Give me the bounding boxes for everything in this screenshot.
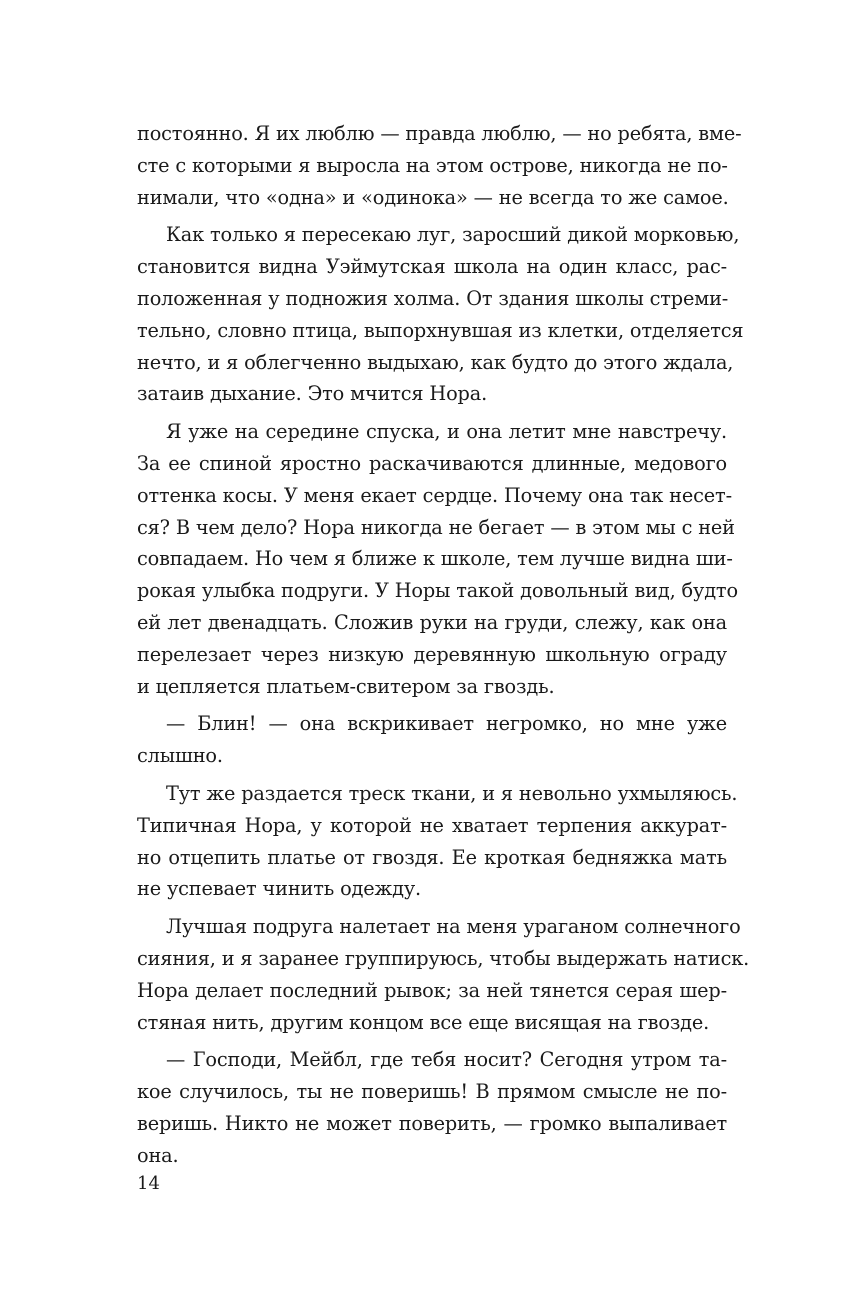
text-line: Нора делает последний рывок; за ней тянется серая шер- [137, 978, 727, 1002]
text-line: — Господи, Мейбл, где тебя носит? Сегодня утром та- [166, 1048, 727, 1072]
text-line: веришь. Никто не может поверить, — громко выпаливает [137, 1111, 727, 1135]
text-line: тельно, словно птица, выпорхнувшая из клетки, отделяется [137, 318, 744, 342]
text-line: ся? В чем дело? Нора никогда не бегает — в этом мы с ней [137, 515, 735, 539]
text-line: Тут же раздается треск ткани, и я невольно ухмыляюсь. [166, 781, 738, 805]
text-line: За ее спиной яростно раскачиваются длинные, медового [137, 451, 727, 475]
text-line: стяная нить, другим концом все еще висящая на гвозде. [137, 1010, 710, 1034]
text-line: Типичная Нора, у которой не хватает терпения аккурат- [137, 813, 727, 837]
text-line: становится видна Уэймутская школа на один класс, рас- [137, 255, 727, 279]
text-line: не успевает чинить одежду. [137, 877, 422, 901]
text-line: она. [137, 1143, 179, 1167]
text-line: Как только я пересекаю луг, заросший дикой морковью, [166, 223, 740, 247]
text-line: затаив дыхание. Это мчится Нора. [137, 382, 488, 406]
text-line: перелезает через низкую деревянную школьную ограду [137, 642, 727, 666]
body-text [137, 118, 750, 1172]
text-line: рокая улыбка подруги. У Норы такой довольный вид, будто [137, 579, 738, 603]
text-line: и цепляется платьем-свитером за гвоздь. [137, 674, 555, 698]
text-line: оттенка косы. У меня екает сердце. Почему она так несет- [137, 483, 732, 507]
text-line: Я уже на середине спуска, и она летит мне навстречу. [166, 420, 727, 444]
text-line: нечто, и я облегченно выдыхаю, как будто до этого ждала, [137, 350, 734, 374]
text-line: — Блин! — она вскрикивает негромко, но мне уже [166, 712, 727, 736]
text-line: сияния, и я заранее группируюсь, чтобы выдержать натиск. [137, 946, 750, 970]
text-line: слышно. [137, 744, 223, 768]
text-line: нимали, что «одна» и «одинока» — не всегда то же самое. [137, 185, 729, 209]
text-line: совпадаем. Но чем я ближе к школе, тем лучше видна ши- [137, 547, 733, 571]
text-line: положенная у подножия холма. От здания школы стреми- [137, 286, 729, 310]
text-line: ей лет двенадцать. Сложив руки на груди, слежу, как она [137, 610, 727, 634]
text-line: постоянно. Я их люблю — правда люблю, — но ребята, вме- [137, 122, 742, 145]
text-line: кое случилось, ты не поверишь! В прямом смысле не по- [137, 1080, 727, 1104]
text-line: сте с которыми я выросла на этом острове, никогда не по- [137, 153, 728, 177]
text-line: но отцепить платье от гвоздя. Ее кроткая бедняжка мать [137, 845, 727, 869]
page-number: 14 [137, 1173, 160, 1194]
text-line: Лучшая подруга налетает на меня ураганом солнечного [166, 915, 741, 939]
